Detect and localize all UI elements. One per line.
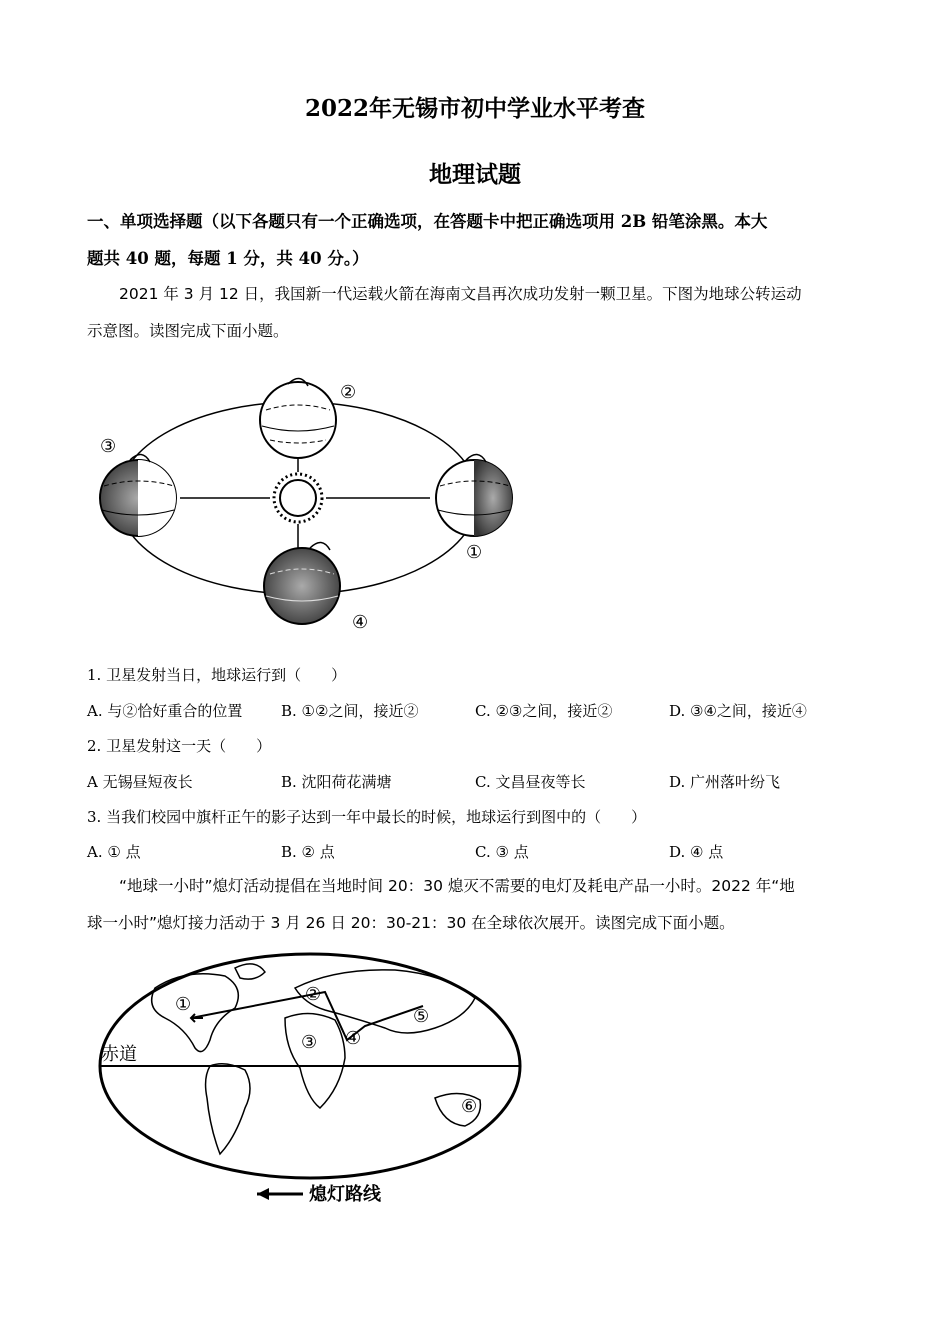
question-3-option-a[interactable]: A. ① 点 xyxy=(87,843,141,861)
label-4: ④ xyxy=(352,612,369,633)
map-label-6: ⑥ xyxy=(461,1096,478,1117)
question-3-stem: 3. 当我们校园中旗杆正午的影子达到一年中最长的时候，地球运行到图中的（ ） xyxy=(87,808,647,826)
passage-1-line2: 示意图。读图完成下面小题。 xyxy=(87,322,289,340)
map-label-3: ③ xyxy=(301,1032,318,1053)
question-1-option-b[interactable]: B. ①②之间，接近② xyxy=(281,702,419,720)
question-3-option-b[interactable]: B. ② 点 xyxy=(281,843,335,861)
sun-icon xyxy=(274,474,322,522)
earth-position-4 xyxy=(264,542,368,633)
exam-title: 2022年无锡市初中学业水平考查 xyxy=(304,95,645,122)
question-2-option-d[interactable]: D. 广州落叶纷飞 xyxy=(669,773,781,791)
passage-2-line2: 球一小时”熄灯接力活动于 3 月 26 日 20：30-21：30 在全球依次展开。读图完成下面小题。 xyxy=(87,914,735,932)
question-1-option-c[interactable]: C. ②③之间，接近② xyxy=(475,702,613,720)
passage-1 xyxy=(87,276,867,350)
section-heading xyxy=(87,203,867,277)
earth-revolution-figure xyxy=(90,360,530,640)
passage-2-line1: “地球一小时”熄灯活动提倡在当地时间 20：30 熄灭不需要的电灯及耗电产品一小时。2022 年“地 xyxy=(119,877,795,895)
legend-label: 熄灯路线 xyxy=(309,1184,381,1205)
label-2: ② xyxy=(340,382,357,403)
label-1: ① xyxy=(466,542,483,563)
question-1-stem: 1. 卫星发射当日，地球运行到（ ） xyxy=(87,666,347,684)
question-1-option-a[interactable]: A. 与②恰好重合的位置 xyxy=(87,702,243,720)
earth-position-2 xyxy=(260,378,356,458)
earth-position-1 xyxy=(436,454,512,563)
map-label-5: ⑤ xyxy=(413,1006,430,1027)
legend xyxy=(257,1183,382,1205)
passage-1-line1: 2021 年 3 月 12 日，我国新一代运载火箭在海南文昌再次成功发射一颗卫星。下图为地球公转运动 xyxy=(119,285,802,303)
map-label-2: ② xyxy=(305,984,322,1005)
section-heading-line2: 题共 40 题，每题 1 分，共 40 分。） xyxy=(87,249,369,268)
question-3-option-d[interactable]: D. ④ 点 xyxy=(669,843,724,861)
world-map-figure xyxy=(95,948,535,1218)
question-2-option-b[interactable]: B. 沈阳荷花满塘 xyxy=(281,773,392,791)
question-2-option-c[interactable]: C. 文昌昼夜等长 xyxy=(475,773,586,791)
exam-subtitle: 地理试题 xyxy=(429,161,521,188)
map-label-1: ① xyxy=(175,994,192,1015)
map-label-4: ④ xyxy=(345,1028,362,1049)
question-2-option-a[interactable]: A 无锡昼短夜长 xyxy=(87,773,193,791)
passage-2 xyxy=(87,868,867,942)
earth-position-3 xyxy=(100,436,176,536)
question-2-stem: 2. 卫星发射这一天（ ） xyxy=(87,737,272,755)
question-1-option-d[interactable]: D. ③④之间，接近④ xyxy=(669,702,807,720)
label-3: ③ xyxy=(100,436,117,457)
equator-label: 赤道 xyxy=(101,1044,137,1065)
section-heading-line1: 一、单项选择题（以下各题只有一个正确选项，在答题卡中把正确选项用 2B 铅笔涂黑。本大 xyxy=(87,212,768,231)
question-3-option-c[interactable]: C. ③ 点 xyxy=(475,843,529,861)
